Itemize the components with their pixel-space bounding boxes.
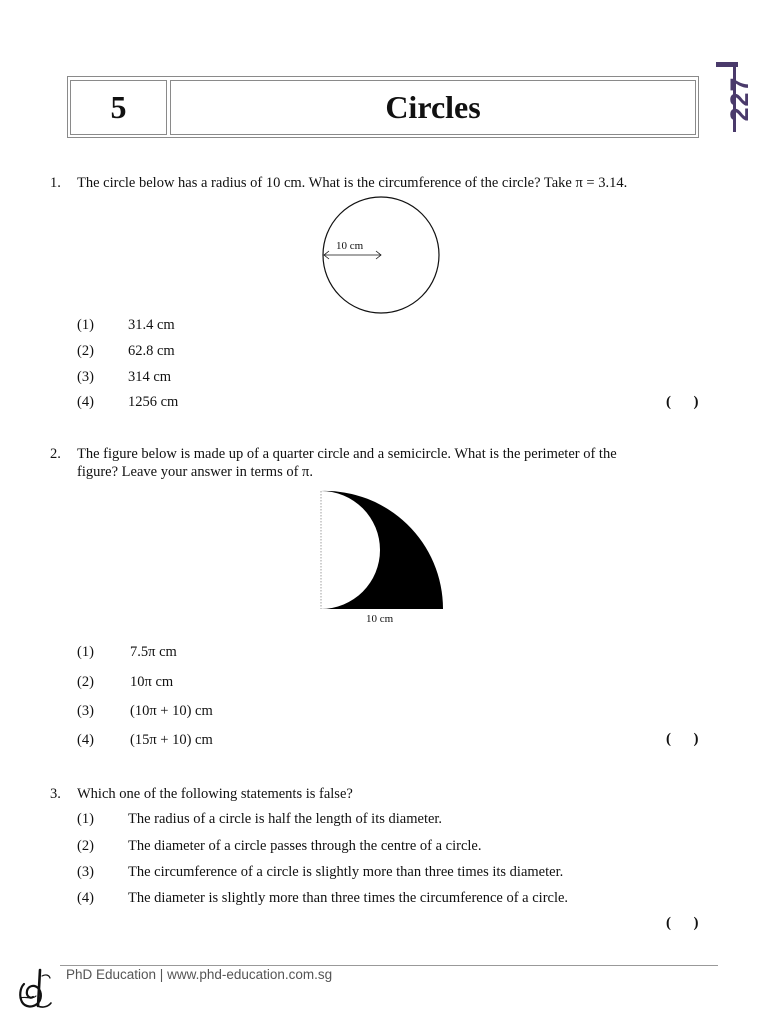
question-1-text: The circle below has a radius of 10 cm. What is the circumference of the circle? Take π = 3.14. <box>77 175 628 191</box>
footer-divider <box>60 965 718 966</box>
q1-option-1-text: 31.4 cm <box>128 317 175 333</box>
radius-label: 10 cm <box>336 240 364 252</box>
q1-option-3-text: 314 cm <box>128 369 172 385</box>
q3-option-3-number: (3) <box>77 864 94 880</box>
page-number: 227 <box>726 76 754 122</box>
question-2-text-line2: figure? Leave your answer in terms of π. <box>77 464 314 480</box>
crescent-figure <box>318 489 448 611</box>
q1-option-1-number: (1) <box>77 317 94 333</box>
q1-option-2-number: (2) <box>77 343 94 359</box>
q2-option-2-number: (2) <box>77 674 94 690</box>
q3-option-4-number: (4) <box>77 890 94 906</box>
q3-option-2-number: (2) <box>77 838 94 854</box>
q1-option-4-text: 1256 cm <box>128 394 179 410</box>
q2-option-1-number: (1) <box>77 644 94 660</box>
question-2-number: 2. <box>50 446 61 462</box>
question-3-number: 3. <box>50 786 61 802</box>
q2-option-4-text: (15π + 10) cm <box>130 732 213 748</box>
q1-option-3-number: (3) <box>77 369 94 385</box>
chapter-number: 5 <box>70 80 167 135</box>
q3-option-1-number: (1) <box>77 811 94 827</box>
q2-option-3-number: (3) <box>77 703 94 719</box>
footer-text: PhD Education | www.phd-education.com.sg <box>66 967 333 982</box>
q2-option-4-number: (4) <box>77 732 94 748</box>
chapter-title: Circles <box>170 80 696 135</box>
question-3-text: Which one of the following statements is false? <box>77 786 353 802</box>
q2-option-1-text: 7.5π cm <box>130 644 177 660</box>
q1-option-4-number: (4) <box>77 394 94 410</box>
base-label: 10 cm <box>366 613 394 625</box>
q2-option-2-text: 10π cm <box>130 674 174 690</box>
shaded-region <box>321 491 443 609</box>
q3-option-2-text: The diameter of a circle passes through the centre of a circle. <box>128 838 482 854</box>
q2-option-3-text: (10π + 10) cm <box>130 703 213 719</box>
circle-figure <box>318 196 446 316</box>
question-2-text-line1: The figure below is made up of a quarter circle and a semicircle. What is the perimeter of the <box>77 446 617 462</box>
q2-answer-bracket[interactable]: ( ) <box>666 731 699 747</box>
question-1-number: 1. <box>50 175 61 191</box>
q3-option-4-text: The diameter is slightly more than three times the circumference of a circle. <box>128 890 569 906</box>
phd-education-logo-icon <box>16 966 56 1010</box>
q1-answer-bracket[interactable]: ( ) <box>666 394 699 410</box>
q3-answer-bracket[interactable]: ( ) <box>666 915 699 931</box>
q3-option-3-text: The circumference of a circle is slightly more than three times its diameter. <box>128 864 564 880</box>
q1-option-2-text: 62.8 cm <box>128 343 175 359</box>
q3-option-1-text: The radius of a circle is half the length of its diameter. <box>128 811 443 827</box>
